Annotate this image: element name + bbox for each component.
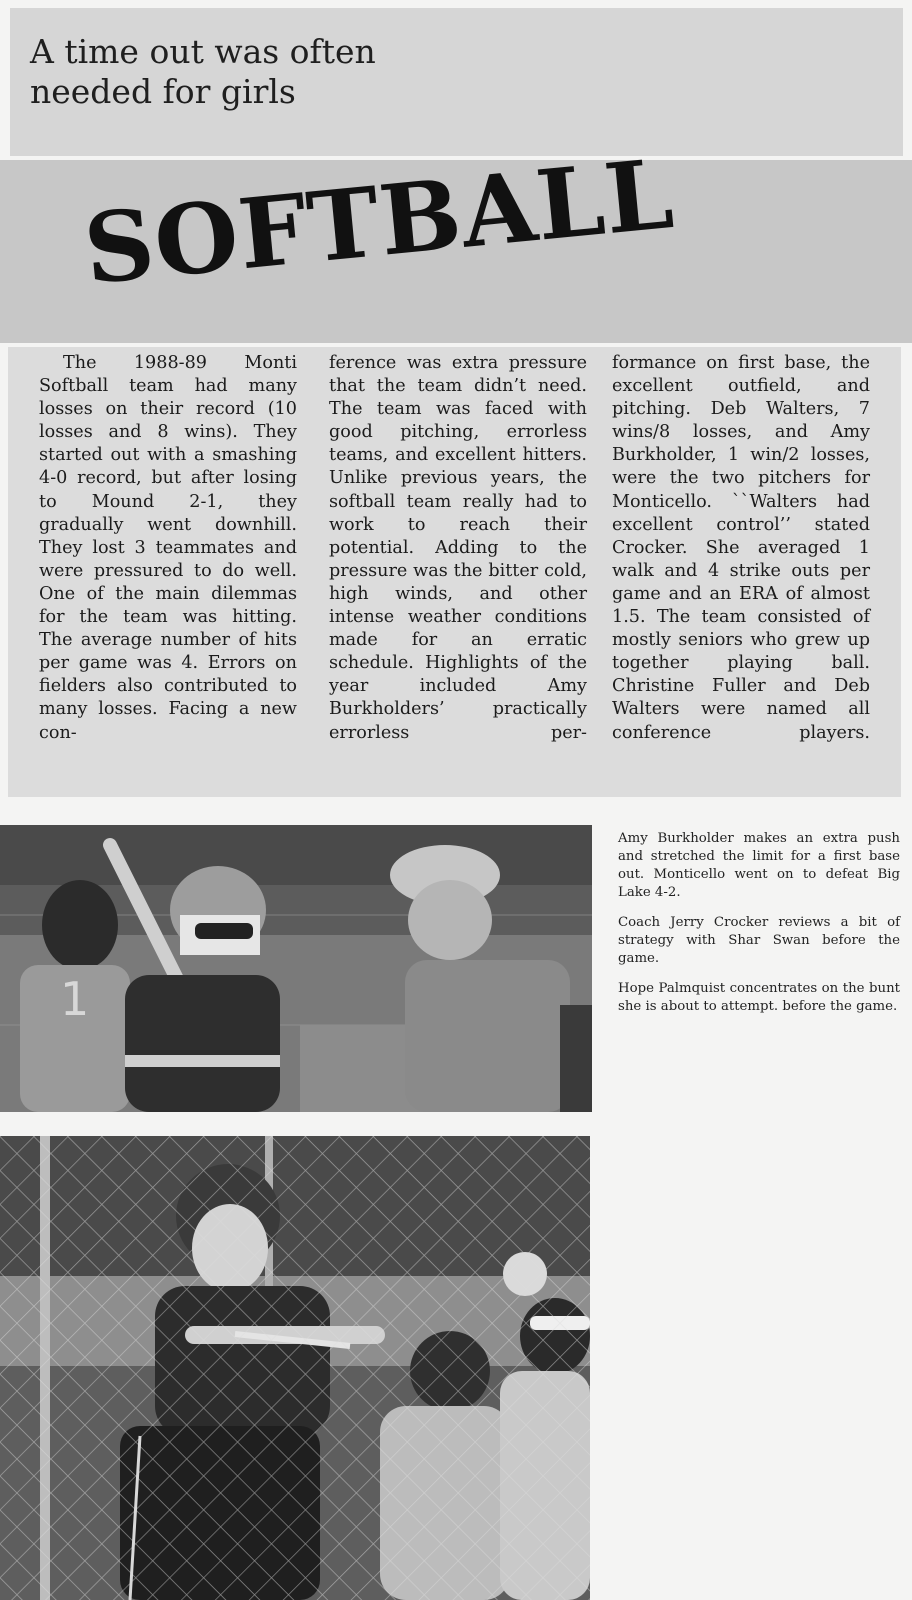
subhead-line-1: A time out was often <box>30 32 376 71</box>
photo-bunting-player <box>0 1136 590 1600</box>
page-title: SOFTBALL <box>79 136 679 307</box>
photo-batter-and-coach <box>0 825 592 1112</box>
caption-1: Amy Burkholder makes an extra push and stretched the limit for a first base out. Monticello went on to defeat Big Lake 4-2. <box>618 831 900 900</box>
caption-2: Coach Jerry Crocker reviews a bit of strategy with Shar Swan before the game. <box>618 915 900 966</box>
article-column-1: The 1988-89 Monti Softball team had many losses on their record (10 losses and 8 wins). They started out with a smashing 4-0 record, but after losing to Mound 2-1, they gradually went downhill. They lost 3 teammates and were pressured to do well. One of the main dilemmas for the team was hitting. The average number of hits per game was 4. Errors on fielders also contributed to many losses. Facing a new con- <box>39 353 297 743</box>
photo-captions <box>618 830 900 1028</box>
page-subhead <box>30 32 550 112</box>
caption-3: Hope Palmquist concentrates on the bunt she is about to attempt. before the game. <box>618 981 900 1014</box>
jersey-number: 1 <box>60 972 90 1026</box>
article-column-2: ference was extra pressure that the team didn’t need. The team was faced with good pitching, errorless teams, and excellent hitters. Unlike previous years, the softball team really had to work to reach their potential. Adding to the pressure was the bitter cold, high winds, and other intense weather conditions made for an erratic schedule. Highlights of the year included Amy Burkholders’ practically errorless per- <box>329 353 587 743</box>
article-column-3: formance on first base, the excellent outfield, and pitching. Deb Walters, 7 wins/8 losses, and Amy Burkholder, 1 win/2 losses, were the two pitchers for Monticello. ``Walters had excellent control’’ stated Crocker. She averaged 1 walk and 4 strike outs per game and an ERA of almost 1.5. The team consisted of mostly seniors who grew up together playing ball. Christine Fuller and Deb Walters were named all conference players. <box>612 353 870 743</box>
subhead-line-2: needed for girls <box>30 72 296 111</box>
